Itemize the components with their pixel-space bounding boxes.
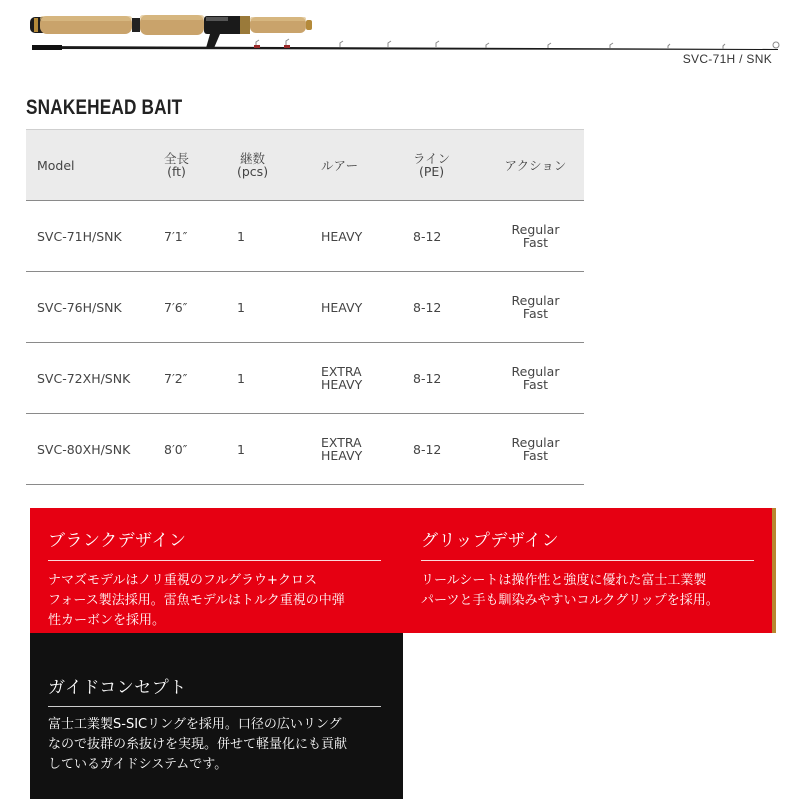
cell-lure-line1: EXTRA	[321, 363, 362, 379]
cell-action	[487, 201, 584, 272]
blank-design-line: 性カーボンを採用。	[48, 613, 166, 628]
blank-design-text	[48, 571, 385, 631]
col-header-length	[164, 130, 237, 201]
col-header-length-unit: (ft)	[167, 163, 186, 179]
cell-line: 8-12	[413, 414, 487, 485]
col-header-model: Model	[26, 130, 164, 201]
cell-length: 7′6″	[164, 272, 237, 343]
col-header-length-label: 全長	[164, 150, 190, 166]
cell-action-line2: Fast	[522, 234, 549, 250]
guide-concept-divider	[48, 706, 381, 707]
cell-action-line2: Fast	[522, 447, 549, 463]
guide-concept-title: ガイドコンセプト	[48, 678, 187, 698]
spec-table	[26, 129, 584, 485]
cell-model: SVC-80XH/SNK	[26, 414, 164, 485]
cell-lure-line1: HEAVY	[321, 228, 363, 244]
blank-design-line: フォース製法採用。雷魚モデルはトルク重視の中弾	[48, 593, 345, 608]
cell-lure	[321, 343, 413, 414]
fishing-rod-image	[28, 8, 784, 56]
blank-design-line: ナマズモデルはノリ重視のフルグラウ+クロス	[48, 573, 317, 588]
cell-lure-line2: HEAVY	[321, 447, 363, 463]
cell-pieces: 1	[237, 343, 321, 414]
cell-lure-line2: HEAVY	[321, 376, 363, 392]
col-header-pieces-label: 継数	[240, 150, 266, 166]
rod-handle	[30, 15, 312, 48]
cell-line: 8-12	[413, 272, 487, 343]
cell-pieces: 1	[237, 272, 321, 343]
cell-model: SVC-76H/SNK	[26, 272, 164, 343]
cell-action	[487, 343, 584, 414]
cell-action-line1: Regular	[511, 221, 560, 237]
model-caption: SVC-71H / SNK	[682, 52, 772, 66]
cell-length: 7′1″	[164, 201, 237, 272]
col-header-pieces	[237, 130, 321, 201]
cell-action-line2: Fast	[522, 376, 549, 392]
cell-action-line1: Regular	[511, 434, 560, 450]
table-row	[26, 201, 584, 272]
cell-lure-line1: HEAVY	[321, 299, 363, 315]
grip-design-line: パーツと手も馴染みやすいコルクグリップを採用。	[421, 593, 719, 608]
col-header-line-label: ライン	[413, 150, 451, 166]
cell-lure	[321, 414, 413, 485]
cell-model: SVC-72XH/SNK	[26, 343, 164, 414]
cell-model: SVC-71H/SNK	[26, 201, 164, 272]
col-header-action: アクション	[487, 130, 584, 201]
guide-concept-panel	[30, 633, 403, 799]
series-title: SNAKEHEAD BAIT	[26, 96, 183, 119]
cell-pieces: 1	[237, 201, 321, 272]
guide-concept-line: しているガイドシステムです。	[48, 757, 228, 772]
table-row	[26, 343, 584, 414]
col-header-lure: ルアー	[321, 130, 413, 201]
grip-design-panel	[403, 508, 776, 633]
cell-lure-line1: EXTRA	[321, 434, 362, 450]
table-row	[26, 414, 584, 485]
cell-action-line1: Regular	[511, 363, 560, 379]
blank-design-title: ブランクデザイン	[48, 531, 187, 551]
grip-design-divider	[421, 560, 754, 561]
guide-concept-line: なので抜群の糸抜けを実現。併せて軽量化にも貢献	[48, 737, 348, 752]
col-header-line	[413, 130, 487, 201]
cell-length: 7′2″	[164, 343, 237, 414]
cell-length: 8′0″	[164, 414, 237, 485]
cell-pieces: 1	[237, 414, 321, 485]
gold-accent-edge	[772, 508, 776, 633]
cell-action	[487, 414, 584, 485]
grip-design-text	[421, 571, 758, 611]
cell-action-line1: Regular	[511, 292, 560, 308]
guide-concept-line: 富士工業製S-SICリングを採用。口径の広いリング	[48, 717, 342, 732]
cell-action-line2: Fast	[522, 305, 549, 321]
table-header-row	[26, 130, 584, 201]
grip-design-line: リールシートは操作性と強度に優れた富士工業製	[421, 573, 707, 588]
cell-lure	[321, 201, 413, 272]
cell-line: 8-12	[413, 201, 487, 272]
grip-design-title: グリップデザイン	[421, 531, 560, 551]
cell-lure	[321, 272, 413, 343]
rod-blank	[32, 39, 779, 50]
col-header-line-unit: (PE)	[418, 163, 445, 179]
cell-action	[487, 272, 584, 343]
blank-design-divider	[48, 560, 381, 561]
guide-concept-text	[48, 715, 385, 775]
cell-line: 8-12	[413, 343, 487, 414]
col-header-pieces-unit: (pcs)	[237, 163, 269, 179]
table-row	[26, 272, 584, 343]
